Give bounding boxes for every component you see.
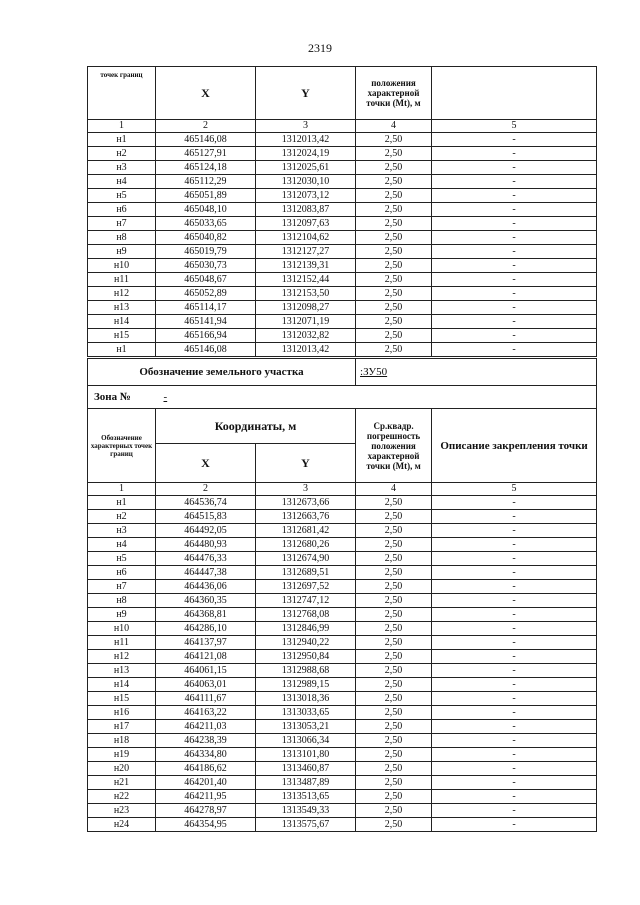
coord-y: 1312127,27 (256, 245, 356, 259)
fixing-description: - (432, 510, 597, 524)
coord-x: 465127,91 (156, 147, 256, 161)
coord-x: 465146,08 (156, 343, 256, 357)
column-index: 2 (156, 120, 256, 133)
coord-y: 1313487,89 (256, 776, 356, 790)
coordinates-table-zu50 (87, 358, 597, 832)
coord-y: 1312950,84 (256, 650, 356, 664)
column-index: 1 (88, 483, 156, 496)
fixing-description: - (432, 245, 597, 259)
table-row (88, 762, 597, 776)
point-name: н10 (88, 259, 156, 273)
coord-y: 1312747,12 (256, 594, 356, 608)
table-row (88, 692, 597, 706)
table-row (88, 566, 597, 580)
coord-x: 464061,15 (156, 664, 256, 678)
coord-x: 464492,05 (156, 524, 256, 538)
coord-x: 464480,93 (156, 538, 256, 552)
table-row (88, 301, 597, 315)
coord-x: 465040,82 (156, 231, 256, 245)
coord-x: 464201,40 (156, 776, 256, 790)
land-plot-code: :ЗУ50 (356, 359, 597, 386)
point-name: н15 (88, 692, 156, 706)
accuracy-value: 2,50 (356, 720, 432, 734)
column-index: 3 (256, 120, 356, 133)
coord-x: 465030,73 (156, 259, 256, 273)
coord-x: 464186,62 (156, 762, 256, 776)
coord-x: 465048,10 (156, 203, 256, 217)
header-point-designation: Обозначение характерных точек границ (88, 409, 156, 483)
table-row (88, 790, 597, 804)
fixing-description: - (432, 580, 597, 594)
coord-y: 1313513,65 (256, 790, 356, 804)
table-row (88, 496, 597, 510)
fixing-description: - (432, 678, 597, 692)
coord-x: 464354,95 (156, 818, 256, 832)
fixing-description: - (432, 315, 597, 329)
fixing-description: - (432, 301, 597, 315)
table-row (88, 524, 597, 538)
coord-x: 464286,10 (156, 622, 256, 636)
accuracy-value: 2,50 (356, 496, 432, 510)
table-row (88, 650, 597, 664)
fixing-description: - (432, 720, 597, 734)
coord-x: 465124,18 (156, 161, 256, 175)
coord-x: 465033,65 (156, 217, 256, 231)
accuracy-value: 2,50 (356, 259, 432, 273)
fixing-description: - (432, 706, 597, 720)
fixing-description: - (432, 636, 597, 650)
point-name: н9 (88, 245, 156, 259)
point-name: н16 (88, 706, 156, 720)
fixing-description: - (432, 161, 597, 175)
coord-x: 465114,17 (156, 301, 256, 315)
coord-x: 464137,97 (156, 636, 256, 650)
accuracy-value: 2,50 (356, 301, 432, 315)
point-name: н15 (88, 329, 156, 343)
point-name: н23 (88, 804, 156, 818)
point-name: н14 (88, 315, 156, 329)
table-row (88, 538, 597, 552)
column-index: 5 (432, 120, 597, 133)
point-name: н12 (88, 287, 156, 301)
zone-label: Зона № (88, 386, 156, 409)
accuracy-value: 2,50 (356, 608, 432, 622)
fixing-description: - (432, 203, 597, 217)
coord-y: 1312013,42 (256, 133, 356, 147)
accuracy-value: 2,50 (356, 245, 432, 259)
coord-y: 1312098,27 (256, 301, 356, 315)
accuracy-value: 2,50 (356, 524, 432, 538)
coord-y: 1313549,33 (256, 804, 356, 818)
fixing-description: - (432, 790, 597, 804)
coord-y: 1312153,50 (256, 287, 356, 301)
coord-y: 1312673,66 (256, 496, 356, 510)
table-row (88, 161, 597, 175)
coord-x: 464447,38 (156, 566, 256, 580)
point-name: н6 (88, 566, 156, 580)
land-plot-row (88, 359, 597, 386)
point-name: н17 (88, 720, 156, 734)
accuracy-value: 2,50 (356, 273, 432, 287)
accuracy-value: 2,50 (356, 636, 432, 650)
point-name: н10 (88, 622, 156, 636)
coord-x: 464238,39 (156, 734, 256, 748)
table-row (88, 580, 597, 594)
accuracy-value: 2,50 (356, 133, 432, 147)
header-accuracy: положения характерной точки (Mt), м (356, 67, 432, 120)
point-name: н2 (88, 510, 156, 524)
table-row (88, 818, 597, 832)
accuracy-value: 2,50 (356, 594, 432, 608)
point-name: н6 (88, 203, 156, 217)
point-name: н13 (88, 664, 156, 678)
fixing-description: - (432, 552, 597, 566)
accuracy-value: 2,50 (356, 538, 432, 552)
fixing-description: - (432, 566, 597, 580)
fixing-description: - (432, 762, 597, 776)
point-name: н2 (88, 147, 156, 161)
fixing-description: - (432, 538, 597, 552)
accuracy-value: 2,50 (356, 510, 432, 524)
accuracy-value: 2,50 (356, 175, 432, 189)
coord-x: 464436,06 (156, 580, 256, 594)
table-row (88, 636, 597, 650)
point-name: н5 (88, 552, 156, 566)
coord-x: 465146,08 (156, 133, 256, 147)
fixing-description: - (432, 343, 597, 357)
accuracy-value: 2,50 (356, 804, 432, 818)
fixing-description: - (432, 524, 597, 538)
coord-y: 1312104,62 (256, 231, 356, 245)
coord-x: 465112,29 (156, 175, 256, 189)
table-row (88, 217, 597, 231)
coord-y: 1313460,87 (256, 762, 356, 776)
coord-y: 1313018,36 (256, 692, 356, 706)
header-coordinates: Координаты, м (156, 409, 356, 444)
fixing-description: - (432, 273, 597, 287)
coord-x: 464334,80 (156, 748, 256, 762)
coord-y: 1312024,19 (256, 147, 356, 161)
coord-y: 1312030,10 (256, 175, 356, 189)
zone-value: - (156, 386, 597, 409)
table-header-row (88, 67, 597, 120)
column-index-row (88, 483, 597, 496)
accuracy-value: 2,50 (356, 692, 432, 706)
fixing-description: - (432, 622, 597, 636)
accuracy-value: 2,50 (356, 217, 432, 231)
coord-x: 464121,08 (156, 650, 256, 664)
header-point-label: точек границ (88, 67, 156, 120)
point-name: н13 (88, 301, 156, 315)
accuracy-value: 2,50 (356, 231, 432, 245)
accuracy-value: 2,50 (356, 343, 432, 357)
coord-y: 1312025,61 (256, 161, 356, 175)
fixing-description: - (432, 189, 597, 203)
fixing-description: - (432, 329, 597, 343)
header-y: Y (256, 444, 356, 483)
table-row (88, 315, 597, 329)
accuracy-value: 2,50 (356, 650, 432, 664)
table-row (88, 273, 597, 287)
column-index: 4 (356, 120, 432, 133)
table-row (88, 245, 597, 259)
land-plot-label: Обозначение земельного участка (88, 359, 356, 386)
accuracy-value: 2,50 (356, 818, 432, 832)
point-name: н9 (88, 608, 156, 622)
coord-y: 1312988,68 (256, 664, 356, 678)
accuracy-value: 2,50 (356, 552, 432, 566)
accuracy-value: 2,50 (356, 189, 432, 203)
coord-y: 1312152,44 (256, 273, 356, 287)
coord-x: 464278,97 (156, 804, 256, 818)
fixing-description: - (432, 147, 597, 161)
point-name: н4 (88, 538, 156, 552)
fixing-description: - (432, 748, 597, 762)
fixing-description: - (432, 776, 597, 790)
point-name: н3 (88, 161, 156, 175)
point-name: н12 (88, 650, 156, 664)
table-row (88, 147, 597, 161)
header-x: X (156, 444, 256, 483)
header-x: X (156, 67, 256, 120)
coord-y: 1312681,42 (256, 524, 356, 538)
point-name: н5 (88, 189, 156, 203)
point-name: н22 (88, 790, 156, 804)
accuracy-value: 2,50 (356, 748, 432, 762)
table-row (88, 664, 597, 678)
coord-y: 1312071,19 (256, 315, 356, 329)
point-name: н7 (88, 217, 156, 231)
point-name: н11 (88, 636, 156, 650)
coord-x: 464211,03 (156, 720, 256, 734)
point-name: н20 (88, 762, 156, 776)
accuracy-value: 2,50 (356, 203, 432, 217)
coord-y: 1313066,34 (256, 734, 356, 748)
coord-x: 465166,94 (156, 329, 256, 343)
fixing-description: - (432, 608, 597, 622)
coord-x: 464476,33 (156, 552, 256, 566)
point-name: н24 (88, 818, 156, 832)
accuracy-value: 2,50 (356, 776, 432, 790)
accuracy-value: 2,50 (356, 622, 432, 636)
fixing-description: - (432, 650, 597, 664)
coord-y: 1312689,51 (256, 566, 356, 580)
point-name: н8 (88, 594, 156, 608)
accuracy-value: 2,50 (356, 287, 432, 301)
coord-x: 464536,74 (156, 496, 256, 510)
table-row (88, 329, 597, 343)
table-row (88, 287, 597, 301)
coord-y: 1312846,99 (256, 622, 356, 636)
point-name: н4 (88, 175, 156, 189)
coord-x: 464111,67 (156, 692, 256, 706)
coord-x: 465048,67 (156, 273, 256, 287)
header-fixing-description: Описание закрепления точки (432, 409, 597, 483)
coord-x: 465052,89 (156, 287, 256, 301)
coord-y: 1313033,65 (256, 706, 356, 720)
table-row (88, 175, 597, 189)
table-row (88, 608, 597, 622)
point-name: н21 (88, 776, 156, 790)
header-accuracy: Ср.квадр. погрешность положения характерной точки (Mt), м (356, 409, 432, 483)
column-index: 4 (356, 483, 432, 496)
accuracy-value: 2,50 (356, 329, 432, 343)
coord-y: 1312989,15 (256, 678, 356, 692)
coord-y: 1312697,52 (256, 580, 356, 594)
header-description (432, 67, 597, 120)
coord-x: 465141,94 (156, 315, 256, 329)
coord-y: 1312139,31 (256, 259, 356, 273)
fixing-description: - (432, 818, 597, 832)
header-y: Y (256, 67, 356, 120)
fixing-description: - (432, 259, 597, 273)
table-row (88, 706, 597, 720)
table-row (88, 133, 597, 147)
fixing-description: - (432, 217, 597, 231)
fixing-description: - (432, 692, 597, 706)
table-row (88, 594, 597, 608)
accuracy-value: 2,50 (356, 566, 432, 580)
coord-y: 1312680,26 (256, 538, 356, 552)
table-row (88, 804, 597, 818)
accuracy-value: 2,50 (356, 678, 432, 692)
point-name: н11 (88, 273, 156, 287)
table-row (88, 622, 597, 636)
point-name: н14 (88, 678, 156, 692)
coord-x: 464063,01 (156, 678, 256, 692)
column-index: 2 (156, 483, 256, 496)
table-row (88, 510, 597, 524)
coord-y: 1312032,82 (256, 329, 356, 343)
coordinates-table-continued (87, 66, 597, 357)
table-row (88, 203, 597, 217)
column-index: 1 (88, 120, 156, 133)
coord-y: 1312097,63 (256, 217, 356, 231)
point-name: н8 (88, 231, 156, 245)
coord-x: 465051,89 (156, 189, 256, 203)
point-name: н19 (88, 748, 156, 762)
coord-y: 1313101,80 (256, 748, 356, 762)
fixing-description: - (432, 496, 597, 510)
point-name: н7 (88, 580, 156, 594)
fixing-description: - (432, 664, 597, 678)
coord-x: 465019,79 (156, 245, 256, 259)
table-row (88, 678, 597, 692)
coord-x: 464515,83 (156, 510, 256, 524)
coord-y: 1312083,87 (256, 203, 356, 217)
zone-row (88, 386, 597, 409)
accuracy-value: 2,50 (356, 706, 432, 720)
coord-y: 1312674,90 (256, 552, 356, 566)
point-name: н3 (88, 524, 156, 538)
accuracy-value: 2,50 (356, 580, 432, 594)
table-header-row (88, 409, 597, 444)
accuracy-value: 2,50 (356, 762, 432, 776)
accuracy-value: 2,50 (356, 664, 432, 678)
accuracy-value: 2,50 (356, 734, 432, 748)
point-name: н1 (88, 343, 156, 357)
accuracy-value: 2,50 (356, 790, 432, 804)
column-index: 5 (432, 483, 597, 496)
coord-y: 1312013,42 (256, 343, 356, 357)
fixing-description: - (432, 231, 597, 245)
coord-x: 464163,22 (156, 706, 256, 720)
table-row (88, 720, 597, 734)
page-number: 2319 (308, 41, 332, 55)
fixing-description: - (432, 133, 597, 147)
fixing-description: - (432, 804, 597, 818)
fixing-description: - (432, 287, 597, 301)
table-row (88, 189, 597, 203)
coord-y: 1312768,08 (256, 608, 356, 622)
accuracy-value: 2,50 (356, 147, 432, 161)
coord-x: 464360,35 (156, 594, 256, 608)
coord-y: 1313575,67 (256, 818, 356, 832)
fixing-description: - (432, 734, 597, 748)
coord-x: 464368,81 (156, 608, 256, 622)
coord-y: 1312073,12 (256, 189, 356, 203)
table-row (88, 231, 597, 245)
point-name: н1 (88, 133, 156, 147)
point-name: н1 (88, 496, 156, 510)
table-row (88, 776, 597, 790)
coord-x: 464211,95 (156, 790, 256, 804)
table-row (88, 552, 597, 566)
fixing-description: - (432, 594, 597, 608)
column-index-row (88, 120, 597, 133)
coord-y: 1312940,22 (256, 636, 356, 650)
coord-y: 1313053,21 (256, 720, 356, 734)
table-row (88, 343, 597, 357)
column-index: 3 (256, 483, 356, 496)
table-row (88, 734, 597, 748)
table-row (88, 748, 597, 762)
accuracy-value: 2,50 (356, 161, 432, 175)
point-name: н18 (88, 734, 156, 748)
coord-y: 1312663,76 (256, 510, 356, 524)
fixing-description: - (432, 175, 597, 189)
accuracy-value: 2,50 (356, 315, 432, 329)
table-row (88, 259, 597, 273)
